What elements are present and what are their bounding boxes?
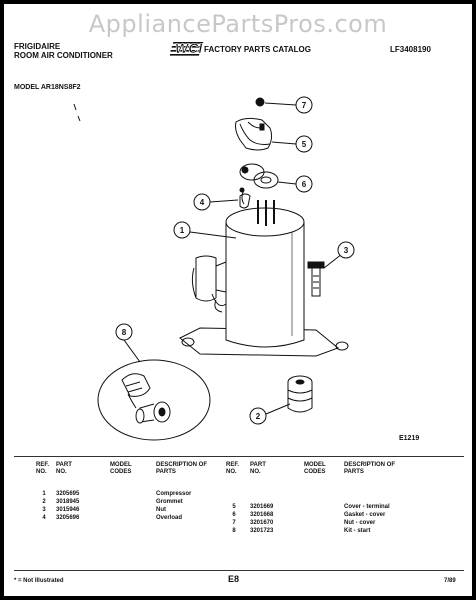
desc-header: DESCRIPTION OF PARTS (156, 462, 208, 475)
right-row-6-desc: Gasket - cover (344, 512, 386, 518)
model-header: MODEL CODES (110, 462, 132, 475)
left-row-3-ref: 3 (42, 507, 46, 513)
callout-8 (116, 324, 132, 340)
left-row-2-ref: 2 (42, 499, 46, 505)
catalog-title: FACTORY PARTS CATALOG (204, 45, 311, 54)
leader-line (210, 200, 238, 202)
left-row-4-desc: Overload (156, 515, 183, 521)
leader-line (266, 404, 290, 414)
right-row-6-ref: 6 (232, 512, 236, 518)
right-row-5-part: 3201669 (250, 504, 274, 510)
table-top-rule (14, 456, 464, 457)
ref-header: REF. NO. (36, 462, 50, 475)
grommet-part (288, 376, 312, 412)
start-kit-part (98, 360, 210, 440)
left-row-2-desc: Grommet (156, 499, 183, 505)
brand-name: FRIGIDAIRE (14, 42, 61, 51)
logo-text: WCI (175, 40, 203, 56)
left-row-2-part: 3018945 (56, 499, 80, 505)
diagram-code: E1219 (399, 435, 420, 442)
compressor-part (180, 200, 348, 356)
leader-line (324, 254, 342, 268)
exploded-diagram (4, 4, 472, 444)
callout-3 (338, 242, 354, 258)
catalog-number: LF3408190 (390, 45, 431, 54)
terminal-cover-part (236, 118, 272, 150)
left-row-1-part: 3205695 (56, 491, 80, 497)
desc-header-right: DESCRIPTION OF PARTS (344, 462, 396, 475)
revision-date: 7/89 (444, 578, 456, 584)
part-header: PART NO. (56, 462, 72, 475)
model-header-right: MODEL CODES (304, 462, 326, 475)
right-row-7-ref: 7 (232, 520, 236, 526)
svg-text:5: 5 (301, 140, 307, 149)
ref-header-right: REF. NO. (226, 462, 240, 475)
right-row-8-desc: Kit - start (344, 528, 371, 534)
svg-text:3: 3 (343, 246, 349, 255)
product-line: ROOM AIR CONDITIONER (14, 51, 113, 60)
svg-text:7: 7 (301, 101, 307, 110)
nut-cover-part (256, 98, 264, 106)
footer-rule (14, 570, 464, 571)
left-row-3-part: 3015946 (56, 507, 80, 513)
gasket-part (240, 164, 278, 188)
right-row-7-part: 3201670 (250, 520, 274, 526)
callout-5 (296, 136, 312, 152)
right-row-7-desc: Nut - cover (344, 520, 376, 526)
leader-line (272, 142, 296, 144)
overload-part (240, 188, 250, 208)
svg-text:8: 8 (121, 328, 127, 337)
callout-4 (194, 194, 210, 210)
callout-6 (296, 176, 312, 192)
svg-text:6: 6 (301, 180, 307, 189)
left-row-3-desc: Nut (156, 507, 166, 513)
footnote: * = Not Illustrated (14, 578, 64, 584)
nut-part (308, 262, 324, 296)
callout-7 (296, 97, 312, 113)
left-row-1-desc: Compressor (156, 491, 192, 497)
right-row-8-ref: 8 (232, 528, 236, 534)
leader-line (265, 103, 296, 105)
right-row-8-part: 3201723 (250, 528, 274, 534)
svg-text:2: 2 (255, 412, 261, 421)
watermark: AppliancePartsPros.com (88, 10, 388, 38)
svg-text:1: 1 (179, 226, 185, 235)
callout-2 (250, 408, 266, 424)
right-row-5-ref: 5 (232, 504, 236, 510)
right-row-6-part: 3201668 (250, 512, 274, 518)
callout-1 (174, 222, 190, 238)
part-header-right: PART NO. (250, 462, 266, 475)
stray-mark (74, 104, 80, 121)
left-row-4-ref: 4 (42, 515, 46, 521)
right-row-5-desc: Cover - terminal (344, 504, 390, 510)
left-row-4-part: 3205696 (56, 515, 80, 521)
parts-catalog-page (4, 4, 472, 596)
model-number: MODEL AR18NS8F2 (14, 84, 81, 91)
svg-text:4: 4 (199, 198, 205, 207)
page-number: E8 (228, 574, 240, 584)
left-row-1-ref: 1 (42, 491, 46, 497)
leader-line (278, 182, 296, 184)
leader-line (124, 340, 140, 362)
